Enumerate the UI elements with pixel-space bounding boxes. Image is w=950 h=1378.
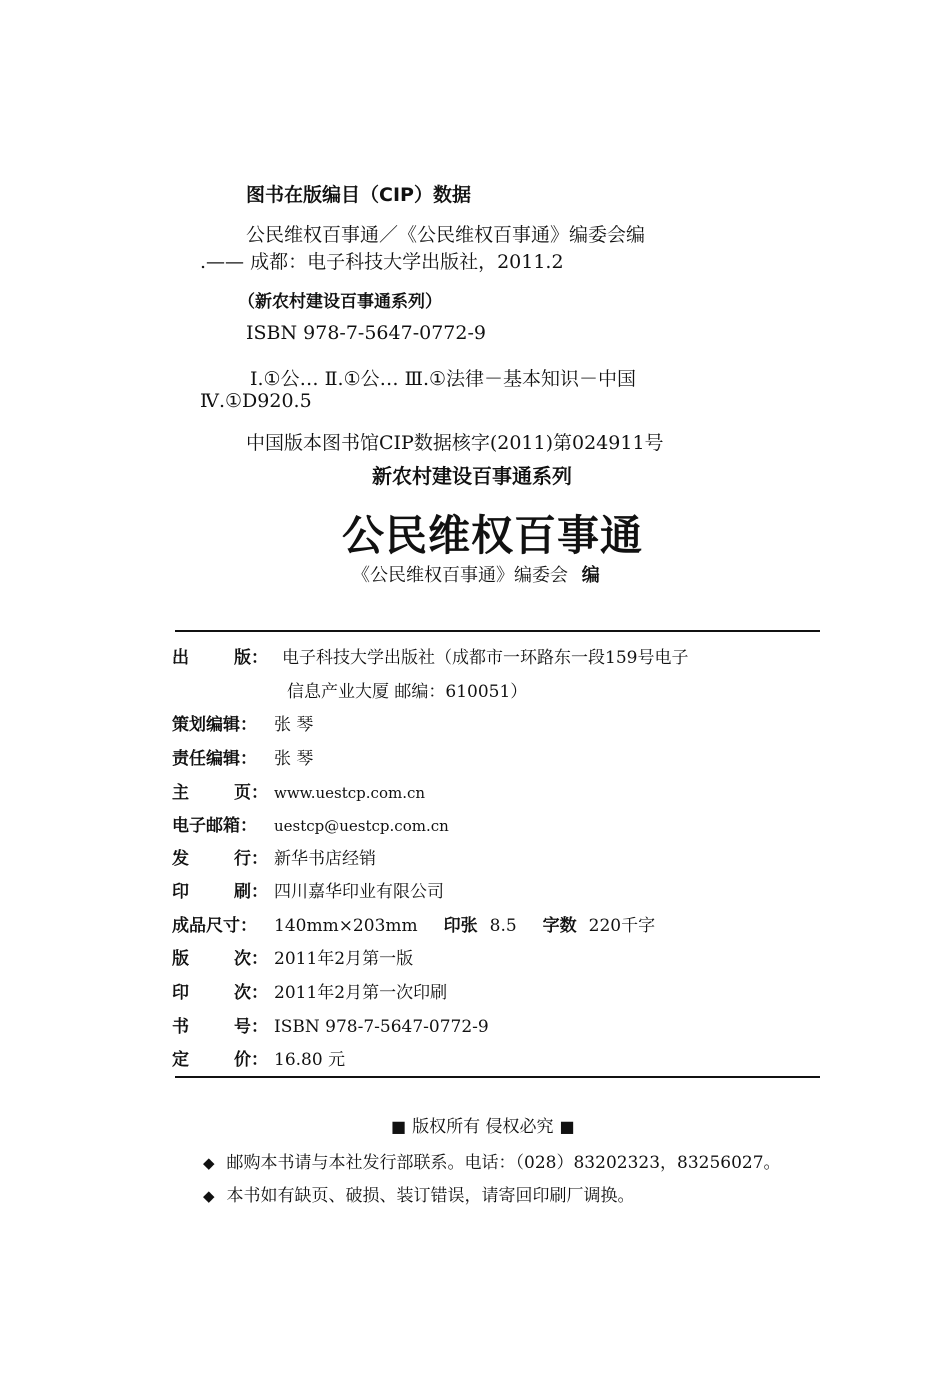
- words-label: 字数: [542, 916, 577, 936]
- square-icon: ■: [391, 1117, 407, 1136]
- rights-text: 版权所有 侵权必究: [412, 1117, 554, 1137]
- printing-row: [172, 877, 444, 907]
- cip-classification: Ⅳ.①D920.5: [200, 390, 312, 412]
- price-row: [172, 1045, 345, 1075]
- editor-suffix: 编: [581, 565, 600, 586]
- responsible-editor-label: 责任编辑：: [172, 749, 257, 769]
- book-editor: [352, 561, 600, 587]
- planning-editor-label: 策划编辑：: [172, 715, 257, 735]
- rights-line: [385, 1112, 581, 1137]
- cip-subjects: Ⅰ.①公… Ⅱ.①公… Ⅲ.①法律－基本知识－中国: [250, 368, 637, 390]
- impression-row: [172, 978, 447, 1008]
- diamond-icon: ◆: [203, 1187, 215, 1205]
- email-value: uestcp@uestcp.com.cn: [274, 817, 449, 835]
- cip-isbn: ISBN 978-7-5647-0772-9: [246, 322, 486, 344]
- square-icon: ■: [559, 1117, 575, 1136]
- impression-label: 印 次：: [172, 983, 268, 1003]
- cip-publication-line: .—— 成都：电子科技大学出版社，2011.2: [200, 251, 564, 273]
- email-row: [172, 811, 449, 841]
- responsible-editor-row: [172, 744, 313, 774]
- printing-label: 印 刷：: [172, 882, 268, 902]
- impression-value: 2011年2月第一次印刷: [274, 983, 448, 1003]
- top-rule: [175, 630, 820, 632]
- homepage-row: [172, 778, 425, 808]
- edition-label: 版 次：: [172, 949, 268, 969]
- email-label: 电子邮箱：: [172, 816, 257, 836]
- price-value: 16.80 元: [274, 1050, 346, 1070]
- isbn-row: [172, 1012, 489, 1042]
- distribution-label: 发 行：: [172, 849, 268, 869]
- notice-mail-order: [203, 1148, 781, 1173]
- distribution-value: 新华书店经销: [274, 849, 376, 869]
- notice-mail-order-text: 邮购本书请与本社发行部联系。电话：（028）83202323，83256027。: [226, 1153, 781, 1173]
- isbn-value: ISBN 978-7-5647-0772-9: [274, 1017, 489, 1037]
- edition-row: [172, 944, 413, 974]
- diamond-icon: ◆: [203, 1154, 215, 1172]
- publisher-label: 出 版：: [172, 648, 268, 668]
- distribution-row: [172, 844, 376, 874]
- sheets-label: 印张: [443, 916, 478, 936]
- responsible-editor-value: 张 琴: [274, 749, 314, 769]
- notice-defects: [203, 1181, 635, 1206]
- cip-title-line: 公民维权百事通／《公民维权百事通》编委会编: [246, 224, 646, 246]
- publisher-value: 电子科技大学出版社（成都市一环路东一段159号电子: [282, 648, 689, 668]
- publisher-row: [172, 643, 688, 673]
- publisher-row-cont: [285, 677, 527, 707]
- sheets-value: 8.5: [489, 916, 517, 936]
- book-title: 公民维权百事通: [342, 511, 644, 560]
- planning-editor-row: [172, 710, 313, 740]
- notice-defects-text: 本书如有缺页、破损、装订错误，请寄回印刷厂调换。: [226, 1186, 635, 1206]
- edition-value: 2011年2月第一版: [274, 949, 414, 969]
- size-value: 140mm×203mm: [274, 916, 418, 936]
- editor-name: 《公民维权百事通》编委会: [352, 565, 568, 586]
- homepage-label: 主 页：: [172, 783, 268, 803]
- cip-verification: 中国版本图书馆CIP数据核字(2011)第024911号: [246, 432, 664, 454]
- cip-series-note: （新农村建设百事通系列）: [238, 292, 442, 312]
- homepage-value: www.uestcp.com.cn: [274, 784, 426, 802]
- size-row: [172, 911, 655, 941]
- series-name: 新农村建设百事通系列: [372, 464, 572, 488]
- words-value: 220千字: [588, 916, 656, 936]
- cip-heading: 图书在版编目（CIP）数据: [246, 184, 471, 206]
- size-label: 成品尺寸：: [172, 916, 257, 936]
- planning-editor-value: 张 琴: [274, 715, 314, 735]
- price-label: 定 价：: [172, 1050, 268, 1070]
- bottom-rule: [175, 1076, 820, 1078]
- printing-value: 四川嘉华印业有限公司: [274, 882, 444, 902]
- isbn-label: 书 号：: [172, 1017, 268, 1037]
- publisher-value-cont: 信息产业大厦 邮编：610051）: [287, 682, 528, 702]
